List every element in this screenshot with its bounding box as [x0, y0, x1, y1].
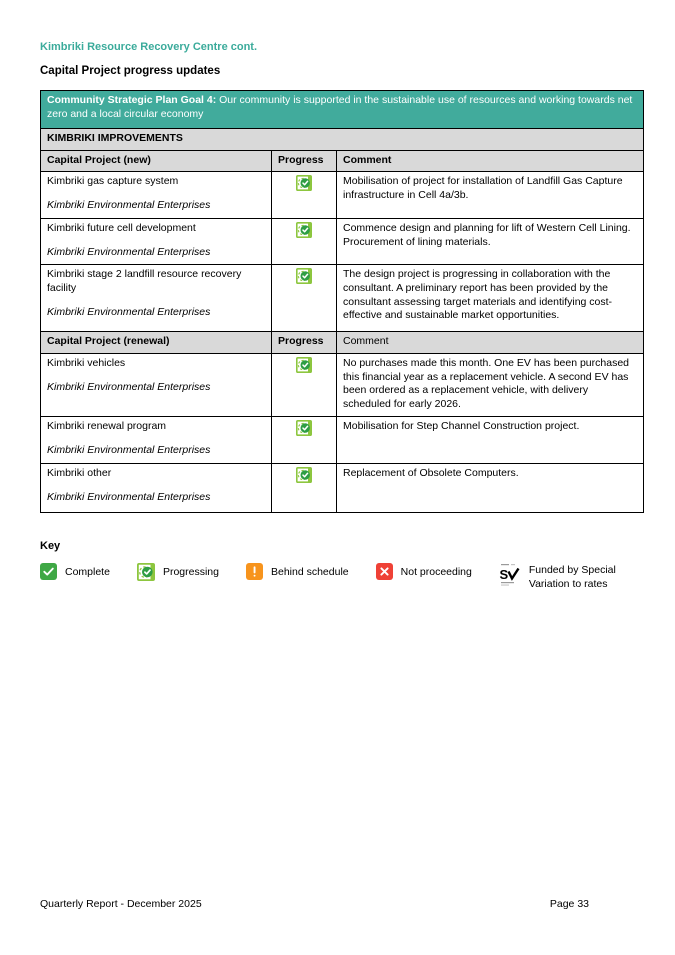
key-label: Progressing	[162, 565, 219, 578]
svg-text:S: S	[499, 566, 509, 582]
complete-icon	[40, 563, 57, 580]
col-header-comment: Comment	[337, 332, 644, 354]
goal-banner	[41, 91, 644, 129]
footer-report-title: Quarterly Report - December 2025	[40, 898, 202, 910]
progressing-icon	[137, 563, 155, 581]
project-entity: Kimbriki Environmental Enterprises	[47, 245, 211, 258]
goal-banner-text: Our community is supported in the sustainable use of resources and working towards net zero and a local circular economy	[47, 94, 633, 120]
col-header-comment: Comment	[337, 150, 644, 172]
project-entity: Kimbriki Environmental Enterprises	[47, 490, 211, 503]
group-header: KIMBRIKI IMPROVEMENTS	[41, 129, 644, 151]
project-name: Kimbriki renewal program	[47, 419, 167, 432]
progressing-icon	[296, 268, 312, 284]
goal-banner-row	[41, 91, 644, 129]
footer-page-number: Page 33	[549, 898, 589, 910]
project-entity: Kimbriki Environmental Enterprises	[47, 198, 211, 211]
table-row	[41, 353, 644, 416]
capital-projects-table	[40, 90, 644, 513]
progressing-icon	[296, 357, 312, 373]
page-header: Kimbriki Resource Recovery Centre cont.	[40, 41, 258, 53]
section-title: Capital Project progress updates	[40, 65, 221, 77]
key-label: Behind schedule	[270, 565, 349, 578]
progressing-icon	[296, 467, 312, 483]
col-header-progress: Progress	[272, 150, 337, 172]
project-entity: Kimbriki Environmental Enterprises	[47, 305, 211, 318]
col-header-project-new: Capital Project (new)	[41, 150, 272, 172]
key-label: Not proceeding	[400, 565, 472, 578]
behind-schedule-icon	[246, 563, 263, 580]
project-entity: Kimbriki Environmental Enterprises	[47, 443, 211, 456]
project-name: Kimbriki vehicles	[47, 356, 126, 369]
key-label: Funded by Special Variation to rates	[528, 563, 616, 591]
key-title: Key	[40, 539, 61, 552]
table-row	[41, 219, 644, 265]
project-comment: Commence design and planning for lift of Western Cell Lining. Procurement of lining materials.	[337, 219, 644, 265]
project-comment: Mobilisation of project for installation of Landfill Gas Capture infrastructure in Cell 4a/3b.	[337, 172, 644, 219]
progressing-icon	[296, 420, 312, 436]
project-comment: The design project is progressing in collaboration with the consultant. A preliminary report has been provided by the consultant assessing target materials and identifying cost-effective and sustainable market opportunities.	[337, 265, 644, 332]
group-header-row	[41, 129, 644, 151]
table-row	[41, 265, 644, 332]
progressing-icon	[296, 175, 312, 191]
table-row	[41, 463, 644, 512]
col-header-project-renewal: Capital Project (renewal)	[41, 332, 272, 354]
key-item-sv	[499, 563, 629, 591]
page-footer	[40, 898, 618, 910]
project-name: Kimbriki stage 2 landfill resource recovery facility	[47, 268, 242, 294]
project-comment: Mobilisation for Step Channel Construction project.	[337, 416, 644, 463]
project-comment: Replacement of Obsolete Computers.	[337, 463, 644, 512]
project-name: Kimbriki future cell development	[47, 222, 196, 235]
renewal-header-row	[41, 332, 644, 354]
new-header-row	[41, 150, 644, 172]
key-item-behind-schedule	[246, 563, 349, 580]
key-item-not-proceeding	[376, 563, 472, 580]
sv-icon	[499, 563, 521, 589]
table-row	[41, 172, 644, 219]
not-proceeding-icon	[376, 563, 393, 580]
key-item-progressing	[137, 563, 219, 581]
key-item-complete	[40, 563, 110, 580]
key-legend	[40, 563, 643, 591]
project-comment: No purchases made this month. One EV has been purchased this financial year as a replacement vehicle. A second EV has been ordered as a replacement vehicle, with delivery scheduled for early 2026.	[337, 353, 644, 416]
project-name: Kimbriki other	[47, 466, 112, 479]
col-header-progress: Progress	[272, 332, 337, 354]
project-name: Kimbriki gas capture system	[47, 175, 179, 188]
table-row	[41, 416, 644, 463]
goal-banner-label: Community Strategic Plan Goal 4:	[47, 94, 217, 106]
key-label: Complete	[65, 565, 110, 578]
progressing-icon	[296, 222, 312, 238]
project-entity: Kimbriki Environmental Enterprises	[47, 380, 211, 393]
